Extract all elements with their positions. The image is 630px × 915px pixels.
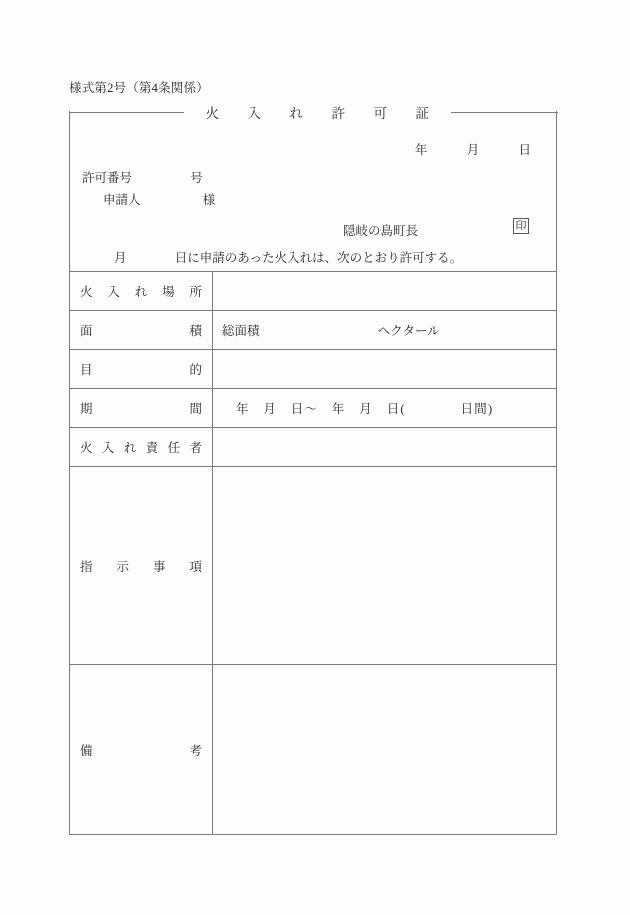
table-row-remarks xyxy=(70,665,557,835)
row-label-remarks xyxy=(70,665,213,835)
form-number-label: 様式第2号（第4条関係） xyxy=(69,81,209,95)
label-justified-location: 火 入 れ 場 所 xyxy=(80,285,202,299)
table-row-instructions xyxy=(70,467,557,665)
table-row-area xyxy=(70,311,557,350)
row-value-period[interactable] xyxy=(213,389,557,428)
row-value-remarks[interactable] xyxy=(213,665,557,835)
seal-stamp-icon: 印 xyxy=(513,218,529,234)
label-justified-responsible-person: 火 入 れ 責 任 者 xyxy=(80,441,202,455)
table-row-responsible-person xyxy=(70,428,557,467)
permission-statement xyxy=(114,248,462,266)
row-label-responsible-person xyxy=(70,428,213,467)
header-box xyxy=(69,111,557,271)
permit-details-table xyxy=(69,271,557,835)
permit-number-line xyxy=(82,168,203,186)
table-row-purpose xyxy=(70,350,557,389)
label-justified-area: 面 積 xyxy=(80,324,202,338)
row-value-responsible-person[interactable] xyxy=(213,428,557,467)
row-label-area xyxy=(70,311,213,350)
issue-date-month: 月 xyxy=(466,143,481,157)
statement-month: 月 xyxy=(114,251,127,265)
permit-number-label: 許可番号 xyxy=(82,171,133,185)
row-value-instructions[interactable] xyxy=(213,467,557,665)
applicant-honorific: 様 xyxy=(202,193,216,207)
table-row-location xyxy=(70,272,557,311)
issue-date-day: 日 xyxy=(518,143,532,157)
area-value-line xyxy=(222,324,440,338)
row-value-purpose[interactable] xyxy=(213,350,557,389)
area-unit-label: ヘクタール xyxy=(377,324,440,338)
statement-text: 日に申請のあった火入れは、次のとおり許可する。 xyxy=(174,251,463,265)
issue-date-line xyxy=(415,140,532,158)
label-justified-purpose: 目 的 xyxy=(80,363,202,377)
page-title: 火 入 れ 許 可 証 xyxy=(205,106,437,121)
issue-date-year: 年 xyxy=(414,143,429,157)
period-value-line: 年 月 日〜 年 月 日( 日間) xyxy=(236,402,494,416)
table-row-period xyxy=(70,389,557,428)
area-total-label: 総面積 xyxy=(222,324,260,338)
label-justified-remarks: 備 考 xyxy=(80,743,202,758)
issuer-name: 隠岐の島町長 xyxy=(343,224,419,238)
row-value-area[interactable] xyxy=(213,311,557,350)
row-label-location xyxy=(70,272,213,311)
row-label-instructions xyxy=(70,467,213,665)
row-label-purpose xyxy=(70,350,213,389)
label-justified-instructions: 指 示 事 項 xyxy=(80,559,202,574)
permit-number-unit: 号 xyxy=(190,171,203,185)
applicant-label: 申請人 xyxy=(103,193,141,207)
applicant-line xyxy=(103,190,215,208)
row-label-period xyxy=(70,389,213,428)
label-justified-period: 期 間 xyxy=(80,402,202,416)
row-value-location[interactable] xyxy=(213,272,557,311)
